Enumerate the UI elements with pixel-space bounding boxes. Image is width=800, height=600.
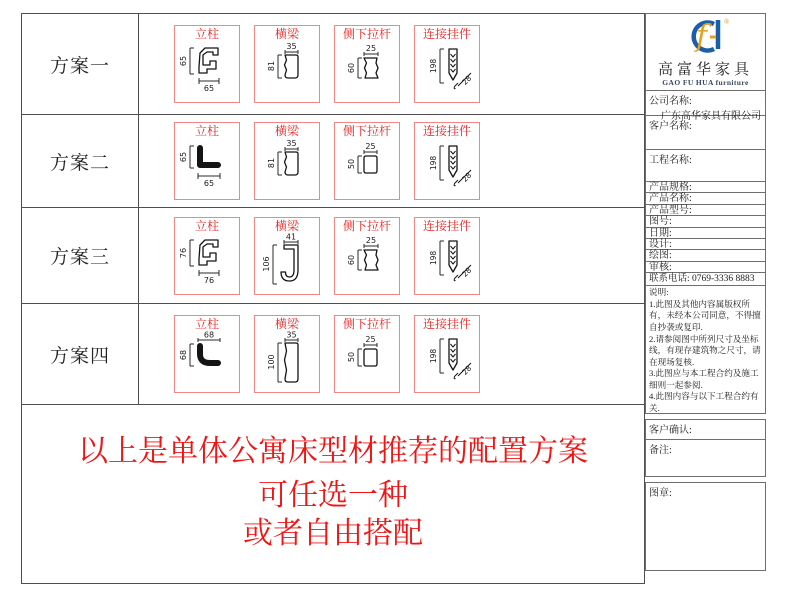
profile-card-hanger xyxy=(414,315,480,393)
dim-top-label: 25 xyxy=(365,44,377,53)
dim-top-label: 68 xyxy=(203,330,215,340)
notes-title: 说明: xyxy=(649,287,669,298)
dim-bottom-label: 65 xyxy=(203,179,215,188)
profile-card-beam xyxy=(254,25,320,103)
dim-left-label: 60 xyxy=(347,62,356,74)
seal-field: 图章: xyxy=(645,482,766,571)
profile-title: 侧下拉杆 xyxy=(342,124,391,138)
profile-card-beam xyxy=(254,217,320,295)
beam-profile-drawing xyxy=(258,42,316,100)
profile-title: 侧下拉杆 xyxy=(342,218,391,233)
profile-card-post xyxy=(174,315,240,393)
scheme-row-1 xyxy=(22,14,644,115)
side-rod-profile-drawing xyxy=(338,139,396,197)
hanger-profile-drawing xyxy=(418,332,476,390)
note-item-3: 3.此图应与本工程合约及施工细则一起参阅. xyxy=(649,368,759,390)
dim-top-label: 35 xyxy=(286,139,297,148)
dim-left-label: 100 xyxy=(267,354,276,370)
project-name-field xyxy=(645,149,766,182)
profile-cells xyxy=(139,208,644,303)
hanger-profile-drawing xyxy=(418,42,476,100)
product-name-field: 产品名称: xyxy=(645,192,766,204)
dim-left-label: 81 xyxy=(267,157,276,169)
company-name-label: 公司名称: xyxy=(649,96,692,107)
curved-post-profile-drawing xyxy=(178,332,236,390)
profile-cells xyxy=(139,304,644,404)
dim-top-label: 35 xyxy=(286,330,297,340)
remark-field: 备注: xyxy=(645,439,766,477)
hanger-profile-drawing xyxy=(418,139,476,197)
dim-left-label: 198 xyxy=(429,58,438,74)
profile-title: 侧下拉杆 xyxy=(342,27,391,41)
dim-diagonal-label: 28 xyxy=(460,265,474,279)
customer-confirm-field: 客户确认: xyxy=(645,419,766,440)
profile-card-hanger xyxy=(414,25,480,103)
scheme-row-2 xyxy=(22,115,644,208)
drawing-no-field: 图号: xyxy=(645,215,766,227)
profile-title: 横梁 xyxy=(274,124,299,138)
l-post-profile-drawing xyxy=(178,139,236,197)
beam-profile-drawing xyxy=(258,139,316,197)
draft-field: 绘图: xyxy=(645,249,766,261)
profile-title: 立柱 xyxy=(194,218,219,233)
profile-title: 立柱 xyxy=(194,317,219,331)
company-name-value: 广东高华家具有限公司 xyxy=(661,111,761,122)
note-line-1: 以上是单体公寓床型材推荐的配置方案 xyxy=(78,435,588,468)
profile-card-hanger xyxy=(414,122,480,200)
profile-card-side-rod xyxy=(334,217,400,295)
dim-diagonal-label: 28 xyxy=(460,170,474,184)
dim-bottom-label: 65 xyxy=(203,84,215,93)
dim-top-label: 25 xyxy=(365,335,376,344)
scheme-label: 方案三 xyxy=(49,247,110,268)
dim-left-label: 65 xyxy=(179,151,188,163)
svg-text:f: f xyxy=(695,19,707,54)
note-item-4: 4.此图内容与以下工程合约有关. xyxy=(649,391,759,414)
note-item-2: 2.请参阅图中所列尺寸及坐标线，有现存建筑物之尺寸，请在现场复核. xyxy=(649,333,761,367)
dim-bottom-label: 76 xyxy=(203,275,215,285)
audit-field: 审核: xyxy=(645,261,766,273)
beam-profile-drawing xyxy=(258,332,316,390)
j-beam-profile-drawing xyxy=(258,234,316,292)
date-field: 日期: xyxy=(645,227,766,239)
dim-top-label: 35 xyxy=(286,42,297,51)
scheme-label-cell xyxy=(22,304,139,404)
profile-cells xyxy=(139,14,644,114)
company-name-field xyxy=(645,90,766,122)
scheme-row-3 xyxy=(22,208,644,304)
dim-left-label: 50 xyxy=(347,351,356,363)
scheme-label: 方案二 xyxy=(49,152,110,174)
profile-title: 连接挂件 xyxy=(422,317,471,331)
dim-left-label: 198 xyxy=(429,348,438,364)
profile-title: 横梁 xyxy=(274,218,299,233)
dim-left-label: 198 xyxy=(429,155,438,171)
title-block xyxy=(645,13,766,584)
registered-mark: ® xyxy=(723,18,729,26)
dim-left-label: 81 xyxy=(267,60,276,72)
note-line-2: 可任选一种 xyxy=(258,479,408,512)
design-field: 设计: xyxy=(645,238,766,250)
scheme-label: 方案四 xyxy=(49,345,110,367)
dim-diagonal-label: 28 xyxy=(460,363,474,377)
profile-title: 连接挂件 xyxy=(422,124,471,138)
profile-title: 侧下拉杆 xyxy=(342,317,391,331)
profile-title: 连接挂件 xyxy=(422,27,471,41)
recommendation-note xyxy=(22,405,644,583)
product-spec-field: 产品规格: xyxy=(645,181,766,193)
dim-left-label: 106 xyxy=(262,255,271,272)
dim-top-label: 25 xyxy=(365,142,376,151)
dim-top-label: 25 xyxy=(365,235,377,245)
company-logo-section xyxy=(645,13,766,91)
profile-card-side-rod xyxy=(334,25,400,103)
project-name-label: 工程名称: xyxy=(649,155,692,166)
hanger-profile-drawing xyxy=(418,234,476,292)
side-rod-profile-drawing xyxy=(338,332,396,390)
customer-name-label: 客户名称: xyxy=(649,121,692,132)
profile-card-hanger xyxy=(414,217,480,295)
dim-left-label: 60 xyxy=(347,254,356,265)
dim-left-label: 76 xyxy=(179,247,188,258)
corner-post-profile-drawing xyxy=(178,42,236,100)
profile-title: 立柱 xyxy=(194,124,219,138)
dim-left-label: 68 xyxy=(179,349,188,361)
scheme-table xyxy=(21,13,645,584)
side-rod-profile-drawing xyxy=(338,42,396,100)
profile-title: 连接挂件 xyxy=(422,218,471,233)
profile-card-beam xyxy=(254,315,320,393)
scheme-label-cell xyxy=(22,115,139,207)
profile-card-side-rod xyxy=(334,122,400,200)
brand-name-cn: 高富华家具 xyxy=(657,62,753,78)
note-line-3: 或者自由搭配 xyxy=(243,517,423,550)
profile-cells xyxy=(139,115,644,207)
scheme-label: 方案一 xyxy=(49,55,110,77)
corner-post-profile-drawing xyxy=(178,234,236,292)
notes-section xyxy=(645,285,766,414)
dim-left-label: 198 xyxy=(429,250,438,265)
scheme-label-cell xyxy=(22,14,139,114)
gfh-logo-icon xyxy=(681,16,731,60)
profile-card-post xyxy=(174,122,240,200)
scheme-row-4 xyxy=(22,304,644,405)
profile-card-post xyxy=(174,217,240,295)
product-model-field: 产品型号: xyxy=(645,204,766,216)
scheme-label-cell xyxy=(22,208,139,303)
profile-title: 立柱 xyxy=(194,27,219,41)
profile-title: 横梁 xyxy=(274,27,299,41)
note-item-1: 1.此图及其他内容属版权所有，未经本公司同意，不得擅自抄袭或复印. xyxy=(649,298,761,332)
profile-title: 横梁 xyxy=(274,317,299,331)
dim-diagonal-label: 28 xyxy=(460,73,474,87)
profile-card-side-rod xyxy=(334,315,400,393)
contact-phone-field: 联系电话: 0769-3336 8883 xyxy=(645,272,766,286)
profile-card-beam xyxy=(254,122,320,200)
profile-card-post xyxy=(174,25,240,103)
dim-top-label: 41 xyxy=(285,232,297,241)
side-rod-profile-drawing xyxy=(338,234,396,292)
dim-left-label: 65 xyxy=(179,55,188,67)
brand-name-en: GAO FU HUA furniture xyxy=(662,78,749,87)
dim-left-label: 50 xyxy=(347,158,356,170)
